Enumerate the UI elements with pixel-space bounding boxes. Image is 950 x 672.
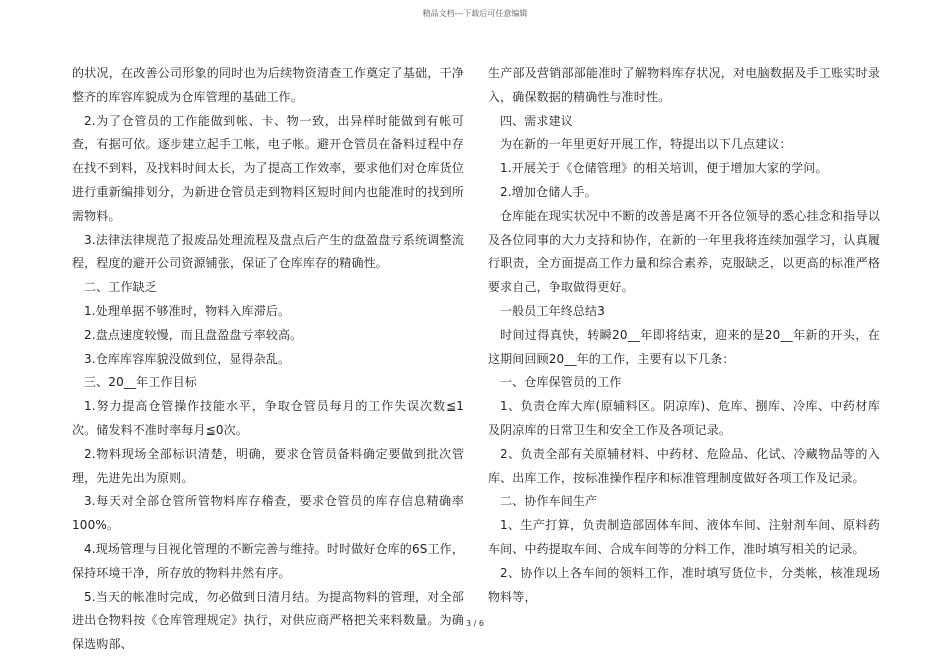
- paragraph: 1.处理单据不够准时，物料入库滞后。: [84, 303, 291, 318]
- paragraph: 2.盘点速度较慢，而且盘盈盘亏率较高。: [84, 327, 303, 342]
- paragraph: 为在新的一年里更好开展工作，特提出以下几点建议：: [500, 137, 792, 152]
- paragraph: 1、生产打算，负责制造部固体车间、液体车间、注射剂车间、原料药车间、中药提取车间、合成车间等的分料工作，准时填写相关的记录。: [488, 518, 880, 556]
- paragraph: 1、负责仓库大库(原辅料区。阴凉库)、危库、捌库、冷库、中药材库及阴凉库的日常卫生和安全工作及各项记录。: [488, 399, 880, 437]
- paragraph: 3.每天对全部仓管所管物料库存稽查，要求仓管员的库存信息精确率100%。: [72, 494, 464, 533]
- paragraph: 3.法律法律规范了报废品处理流程及盘点后产生的盘盈盘亏系统调整流程，程度的避开公司资源铺张，保证了仓库库存的精确性。: [72, 232, 464, 271]
- page-number: 3 / 6: [466, 619, 484, 628]
- paragraph: 1.努力提高仓管操作技能水平，争取仓管员每月的工作失误次数≦1次。储发料不准时率每月≦0次。: [72, 399, 464, 437]
- paragraph: 2、协作以上各车间的领料工作，准时填写货位卡，分类帐，核准现场物料等，: [488, 565, 880, 604]
- paragraph: 2、负责全部有关原辅材料、中药材、危险品、化试、冷藏物品等的入库、出库工作，按标准操作程序和标准管理制度做好各项工作及记录。: [488, 446, 880, 485]
- paragraph: 生产部及营销部部能准时了解物料库存状况，对电脑数据及手工账实时录入，确保数据的精确性与准时性。: [488, 66, 880, 104]
- paragraph: 一、仓库保管员的工作: [500, 375, 622, 390]
- paragraph: 4.现场管理与目视化管理的不断完善与维持。时时做好仓库的6S工作，保持环境干净，所存放的物料井然有序。: [72, 541, 464, 580]
- paragraph: 2.物料现场全部标识清楚，明确，要求仓管员备料确定要做到批次管理，先进先出为原则。: [72, 446, 464, 485]
- paragraph: 5.当天的帐准时完成，勿必做到日清月结。为提高物料的管理，对全部进出仓物料按《仓库管理规定》执行，对供应商严格把关来料数量。为确保选购部、: [72, 589, 464, 652]
- paragraph: 2.为了仓管员的工作能做到帐、卡、物一致，出异样时能做到有帐可查，有据可依。逐步建立起手工帐，电子帐。避开仓管员在备料过程中存在找不到料，及找料时间太长，为了提高工作效率，要求他们对仓库货位进行重新编排划分，为新进仓管员走到物料区短时间内也能准时的找到所需物料。: [72, 113, 464, 223]
- paragraph: 2.增加仓储人手。: [500, 184, 597, 199]
- paragraph: 一般员工年终总结3: [500, 303, 605, 318]
- paragraph: 时间过得真快，转瞬20__年即将结束，迎来的是20__年新的开头，在这期间回顾20__年的工作，主要有以下几条：: [488, 327, 880, 366]
- left-column: [72, 62, 464, 657]
- page-header: 精品文档---下载后可任意编辑: [422, 9, 528, 18]
- paragraph: 三、20__年工作目标: [84, 375, 197, 390]
- paragraph: 仓库能在现实状况中不断的改善是离不开各位领导的悉心挂念和指导以及各位同事的大力支持和协作，在新的一年里我将连续加强学习，认真履行职责，全方面提高工作力量和综合素养，克服缺乏，以更高的标准严格要求自己，争取做得更好。: [488, 208, 880, 295]
- paragraph: 二、工作缺乏: [84, 280, 157, 295]
- paragraph: 的状况，在改善公司形象的同时也为后续物资清查工作奠定了基础，干净整齐的库容库貌成为仓库管理的基础工作。: [72, 66, 464, 104]
- right-column: [488, 62, 880, 609]
- paragraph: 3.仓库库容库貌没做到位，显得杂乱。: [84, 351, 291, 366]
- paragraph: 1.开展关于《仓储管理》的相关培训，便于增加大家的学问。: [500, 161, 828, 176]
- paragraph: 四、需求建议: [500, 113, 573, 128]
- paragraph: 二、协作车间生产: [500, 494, 598, 509]
